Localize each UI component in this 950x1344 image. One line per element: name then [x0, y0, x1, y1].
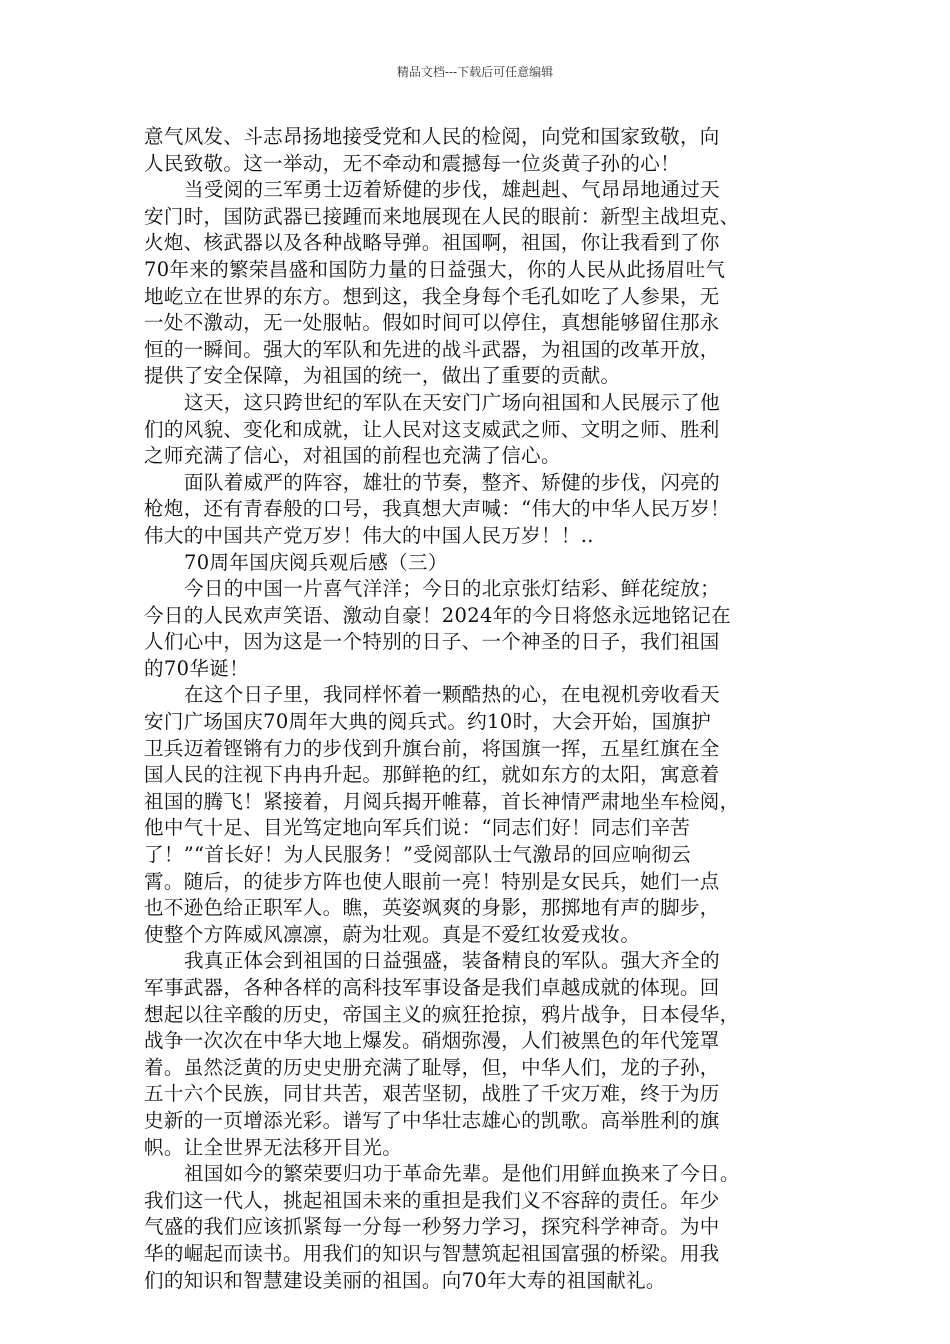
text-line: 火炮、核武器以及各种战略导弹。祖国啊，祖国，你让我看到了你	[144, 231, 720, 255]
text-line: 面队着威严的阵容，雄壮的节奏，整齐、矫健的步伐，闪亮的	[184, 470, 720, 494]
text-line: 帜。让全世界无法移开目光。	[144, 1135, 403, 1159]
text-line: 了！”“首长好！为人民服务！”受阅部队士气激昂的回应响彻云	[144, 843, 692, 867]
text-line: 们的风貌、变化和成就，让人民对这支威武之师、文明之师、胜利	[144, 417, 720, 441]
text-line: 气盛的我们应该抓紧每一分每一秒努力学习，探究科学神奇。为中	[144, 1215, 720, 1239]
text-line: 这天，这只跨世纪的军队在天安门广场向祖国和人民展示了他	[184, 390, 720, 414]
text-line: 的70华诞！	[144, 656, 249, 680]
text-line: 人们心中，因为这是一个特别的日子、一个神圣的日子，我们祖国	[144, 630, 720, 654]
text-line: 军事武器，各种各样的高科技军事设备是我们卓越成就的体现。回	[144, 976, 720, 999]
text-line: 他中气十足、目光笃定地向军兵们说：“同志们好！同志们辛苦	[144, 816, 691, 840]
text-line: 意气风发、斗志昂扬地接受党和人民的检阅，向党和国家致敬，向	[144, 125, 720, 148]
text-line: 地屹立在世界的东方。想到这，我全身每个毛孔如吃了人参果，无	[144, 284, 720, 308]
text-line: 人民致敬。这一举动，无不牵动和震撼每一位炎黄子孙的心！	[144, 151, 680, 175]
section-heading: 70周年国庆阅兵观后感（三）	[184, 550, 448, 574]
text-line: 卫兵迈着铿锵有力的步伐到升旗台前，将国旗一挥，五星红旗在全	[144, 736, 720, 760]
text-line: 战争一次次在中华大地上爆发。硝烟弥漫，人们被黑色的年代笼罩	[144, 1029, 720, 1053]
text-line: 我真正体会到祖国的日益强盛，装备精良的军队。强大齐全的	[184, 949, 720, 973]
text-line: 想起以往辛酸的历史，帝国主义的疯狂抢掠，鸦片战争，日本侵华，	[144, 1002, 740, 1026]
text-line: 五十六个民族，同甘共苦，艰苦坚韧，战胜了千灾万难，终于为历	[144, 1082, 720, 1106]
text-line: 一处不激动，无一处服帖。假如时间可以停住，真想能够留住那永	[144, 311, 720, 335]
document-body	[144, 124, 808, 1294]
text-line: 之师充满了信心，对祖国的前程也充满了信心。	[144, 444, 561, 468]
page-header: 精品文档---下载后可任意编辑	[396, 65, 554, 79]
text-line: 当受阅的三军勇士迈着矫健的步伐，雄赳赳、气昂昂地通过天	[184, 178, 720, 202]
text-line: 使整个方阵威风凛凛，蔚为壮观。真是不爱红妆爱戎妆。	[144, 922, 641, 946]
text-line: 恒的一瞬间。强大的军队和先进的战斗武器，为祖国的改革开放，	[144, 337, 720, 361]
text-line: 70年来的繁荣昌盛和国防力量的日益强大，你的人民从此扬眉吐气	[144, 257, 726, 281]
text-line: 提供了安全保障，为祖国的统一，做出了重要的贡献。	[144, 364, 621, 388]
text-line: 国人民的注视下冉冉升起。那鲜艳的红，就如东方的太阳，寓意着	[144, 763, 720, 787]
text-line: 祖国的腾飞！紧接着，月阅兵揭开帷幕，首长神情严肃地坐车检阅，	[144, 789, 740, 813]
text-line: 祖国如今的繁荣要归功于革命先辈。是他们用鲜血换来了今日。	[184, 1162, 740, 1186]
text-line: 今日的中国一片喜气洋洋；今日的北京张灯结彩、鲜花绽放；	[184, 577, 720, 601]
text-line: 着。虽然泛黄的历史史册充满了耻辱，但，中华人们，龙的子孙，	[144, 1055, 720, 1079]
text-line: 安门时，国防武器已接踵而来地展现在人民的眼前：新型主战坦克、	[144, 204, 740, 228]
text-line: 也不逊色给正职军人。瞧，英姿飒爽的身影，那掷地有声的脚步，	[144, 896, 720, 920]
text-line: 在这个日子里，我同样怀着一颗酷热的心，在电视机旁收看天	[184, 683, 720, 707]
text-line: 们的知识和智慧建设美丽的祖国。向70年大寿的祖国献礼。	[144, 1268, 666, 1292]
text-line: 我们这一代人，挑起祖国未来的重担是我们义不容辞的责任。年少	[144, 1188, 720, 1212]
text-line: 伟大的中国共产党万岁！伟大的中国人民万岁！！..	[144, 523, 594, 547]
text-line: 枪炮，还有青春般的口号，我真想大声喊：“伟大的中华人民万岁！	[144, 497, 730, 521]
text-line: 安门广场国庆70周年大典的阅兵式。约10时，大会开始，国旗护	[144, 710, 712, 734]
text-line: 霄。随后，的徒步方阵也使人眼前一亮！特别是女民兵，她们一点	[144, 869, 720, 893]
text-line: 今日的人民欢声笑语、激动自豪！2024年的今日将悠永远地铭记在	[144, 603, 731, 627]
text-line: 华的崛起而读书。用我们的知识与智慧筑起祖国富强的桥梁。用我	[144, 1241, 720, 1265]
text-line: 史新的一页增添光彩。谱写了中华壮志雄心的凯歌。高举胜利的旗	[144, 1108, 720, 1132]
